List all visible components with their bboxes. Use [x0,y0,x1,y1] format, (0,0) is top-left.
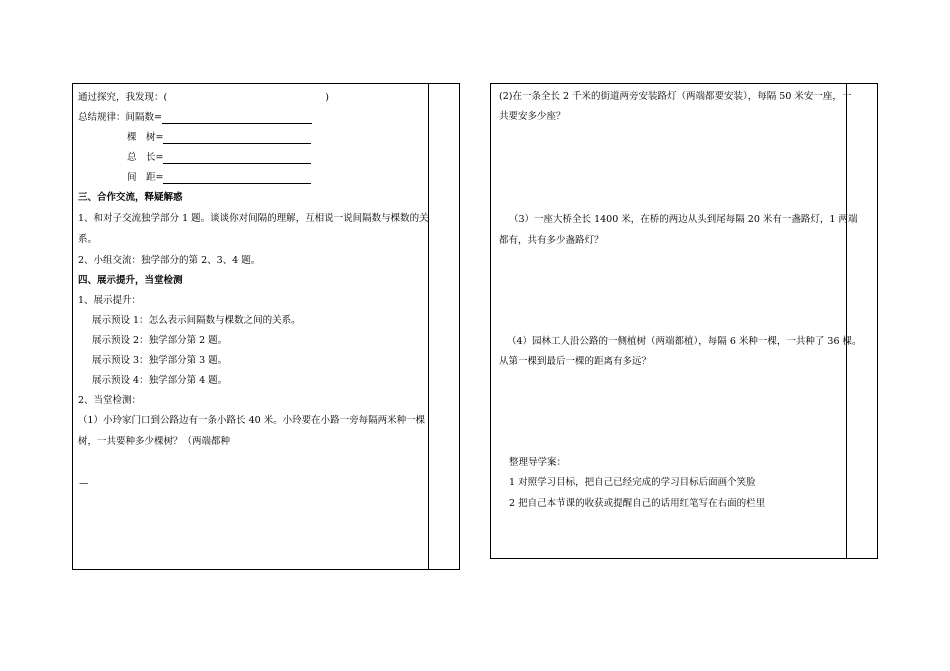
section-4-item-1: 1、展示提升： [78,295,142,306]
display-preset-2: 展示预设 2：独学部分第 2 题。 [92,335,228,346]
organize-item-2: 2 把自己本节课的收获或提醒自己的话用红笔写在右面的栏里 [509,498,766,509]
right-worksheet-panel [490,83,878,559]
section-4-item-2: 2、当堂检测： [78,395,142,406]
spacing-label: 间 距= [127,172,164,183]
display-preset-1: 展示预设 1：怎么表示间隔数与棵数之间的关系。 [92,315,301,326]
explore-finding-suffix: ) [325,92,329,103]
section-3-item-1-line-2: 系。 [78,234,98,245]
tree-count-blank[interactable] [163,133,311,144]
total-length-line [127,151,311,164]
stray-dash-mark: — [79,478,89,489]
explore-finding-prefix: 通过探究，我发现：( [78,92,168,103]
question-4-line-1: （4）园林工人沿公路的一侧植树（两端都植），每隔 6 米种一棵，一共种了 36 棵。 [507,336,862,347]
question-4-line-2: 从第一棵到最后一棵的距离有多远？ [499,356,652,367]
tree-count-line [127,131,311,144]
total-length-label: 总 长= [127,152,164,163]
question-1-line-1: （1）小玲家门口到公路边有一条小路长 40 米。小玲要在小路一旁每隔两米种一棵 [78,415,426,426]
tree-count-label: 棵 树= [127,132,164,143]
organize-item-1: 1 对照学习目标，把自己已经完成的学习目标后面画个笑脸 [509,477,756,488]
section-3-title: 三、合作交流，释疑解惑 [78,192,183,203]
explore-finding-line [78,91,329,104]
section-4-title: 四、展示提升，当堂检测 [78,275,183,286]
spacing-blank[interactable] [163,173,311,184]
total-length-blank[interactable] [163,153,311,164]
right-panel-column-divider [846,84,847,558]
organize-title: 整理导学案： [509,457,567,468]
section-3-item-2: 2、小组交流：独学部分的第 2、3、4 题。 [78,255,261,266]
question-3-line-2: 都有，共有多少盏路灯？ [499,235,604,246]
question-1-line-2: 树，一共要种多少棵树？（两端都种 [78,436,231,447]
left-panel-column-divider [428,84,429,569]
display-preset-4: 展示预设 4：独学部分第 4 题。 [92,375,228,386]
section-3-item-1-line-1: 1、和对子交流独学部分 1 题。谈谈你对间隔的理解，互相说一说间隔数与棵数的关 [78,213,429,224]
interval-count-blank[interactable] [162,113,312,124]
left-worksheet-panel [72,83,460,570]
summary-interval-label: 总结规律：间隔数= [78,112,162,123]
question-3-line-1: （3）一座大桥全长 1400 米，在桥的两边从头到尾每隔 20 米有一盏路灯，1 两端 [509,214,858,225]
question-2-line-2: 共要安多少座？ [499,111,566,122]
spacing-line [127,171,311,184]
question-2-line-1: (2)在一条全长 2 千米的街道两旁安装路灯（两端都要安装），每隔 50 米安一座，一 [499,91,852,102]
display-preset-3: 展示预设 3：独学部分第 3 题。 [92,355,228,366]
summary-interval-line [78,111,312,124]
